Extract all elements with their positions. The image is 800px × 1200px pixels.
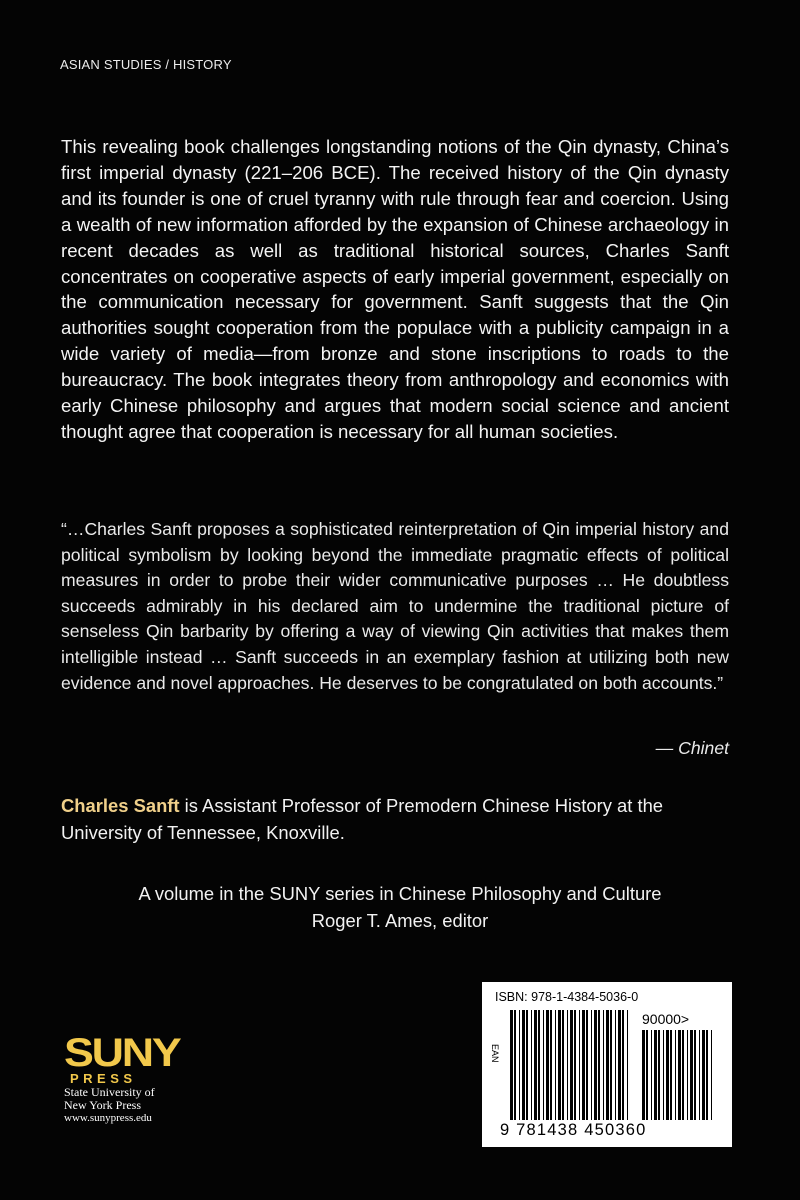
- barcode-bar: [706, 1030, 708, 1120]
- barcode-bar: [546, 1010, 549, 1120]
- review-quote: “…Charles Sanft proposes a sophisticated reinterpretation of Qin imperial history and political symbolism by looking beyond the immediate pragmatic effects of political measures in order to probe their wider communicative purposes … He doubtless succeeds admirably in his declared aim to undermine the traditional picture of senseless Qin barbarity by offering a way of viewing Qin activities that makes them intelligible instead … Sanft succeeds in an exemplary fashion at utilizing both new evidence and novel approaches. He deserves to be congratulated on both accounts.”: [61, 519, 729, 693]
- barcode-bar: [711, 1030, 712, 1120]
- series-editor: Roger T. Ames, editor: [311, 910, 489, 931]
- barcode-bar: [522, 1010, 525, 1120]
- barcode-bar: [654, 1030, 657, 1120]
- barcode-bar: [586, 1010, 588, 1120]
- barcode-bar: [678, 1030, 681, 1120]
- barcode-bar: [562, 1010, 564, 1120]
- press-logo-text: PRESS: [70, 1071, 137, 1086]
- barcode-bar: [582, 1010, 585, 1120]
- barcode-bar: [642, 1030, 645, 1120]
- barcode-bar: [579, 1010, 580, 1120]
- barcode-bar: [606, 1010, 609, 1120]
- publisher-logo: [64, 1031, 184, 1125]
- barcode-bar: [627, 1010, 628, 1120]
- barcode-bar: [618, 1010, 621, 1120]
- barcode-bar: [690, 1030, 693, 1120]
- author-name: Charles Sanft: [61, 795, 180, 816]
- barcode-bar: [555, 1010, 556, 1120]
- suny-logo-text: SUNY: [64, 1031, 180, 1075]
- barcode-bar: [702, 1030, 705, 1120]
- barcode-bar: [646, 1030, 648, 1120]
- series-title: A volume in the SUNY series in Chinese Philosophy and Culture: [138, 883, 662, 904]
- barcode-bar: [670, 1030, 672, 1120]
- book-description: This revealing book challenges longstanding notions of the Qin dynasty, China’s first imperial dynasty (221–206 BCE). The received history of the Qin dynasty and its founder is one of cruel tyranny with rule through fear and coercion. Using a wealth of new information afforded by the expansion of Chinese archaeology in recent decades as well as traditional historical sources, Charles Sanft concentrates on cooperative aspects of early imperial government, especially on the communication necessary for government. Sanft suggests that the Qin authorities sought cooperation from the populace with a publicity campaign in a wide variety of media—from bronze and stone inscriptions to roads to the bureaucracy. The book integrates theory from anthropology and economics with early Chinese philosophy and argues that modern social science and ancient thought agree that cooperation is necessary for all human societies.: [61, 136, 729, 442]
- barcode-bar: [574, 1010, 576, 1120]
- barcode-bar: [615, 1010, 616, 1120]
- isbn-text: ISBN: 978-1-4384-5036-0: [495, 990, 639, 1004]
- barcode-bar: [682, 1030, 684, 1120]
- barcode-bar: [570, 1010, 573, 1120]
- ean-label: EAN: [490, 1044, 500, 1063]
- barcode-bar: [651, 1030, 652, 1120]
- barcode-bar: [694, 1030, 696, 1120]
- barcode-bar: [598, 1010, 600, 1120]
- barcode-bar: [534, 1010, 537, 1120]
- barcode-bar: [531, 1010, 532, 1120]
- author-bio-text: is Assistant Professor of Premodern Chinese History at the University of Tennessee, Knoxville.: [61, 795, 664, 843]
- publisher-name-line1: State University of: [64, 1085, 155, 1099]
- category-label: ASIAN STUDIES / HISTORY: [60, 57, 232, 72]
- barcode-bar: [603, 1010, 604, 1120]
- publisher-url: www.sunypress.edu: [64, 1112, 152, 1124]
- barcode-bar: [675, 1030, 676, 1120]
- barcode-bar: [567, 1010, 568, 1120]
- barcode-bar: [687, 1030, 688, 1120]
- barcode-bar: [538, 1010, 540, 1120]
- publisher-name-line2: New York Press: [64, 1098, 142, 1112]
- barcode-bar: [514, 1010, 516, 1120]
- barcode-digits: 9 781438 450360: [500, 1121, 647, 1139]
- review-source: — Chinet: [655, 738, 729, 758]
- barcode-bar: [610, 1010, 612, 1120]
- barcode-bar: [526, 1010, 528, 1120]
- barcode-bar: [510, 1010, 513, 1120]
- barcode-bar: [666, 1030, 669, 1120]
- barcode-bar: [519, 1010, 520, 1120]
- series-note: [0, 880, 800, 934]
- barcode-bar: [550, 1010, 552, 1120]
- barcode-bar: [622, 1010, 624, 1120]
- price-code: 90000>: [642, 1011, 690, 1027]
- barcode-bar: [594, 1010, 597, 1120]
- barcode-bar: [591, 1010, 592, 1120]
- author-bio: [61, 792, 741, 846]
- barcode-bar: [699, 1030, 700, 1120]
- barcode-label: [482, 982, 732, 1147]
- barcode-bar: [543, 1010, 544, 1120]
- barcode-bar: [558, 1010, 561, 1120]
- barcode-bar: [663, 1030, 664, 1120]
- barcode-bar: [658, 1030, 660, 1120]
